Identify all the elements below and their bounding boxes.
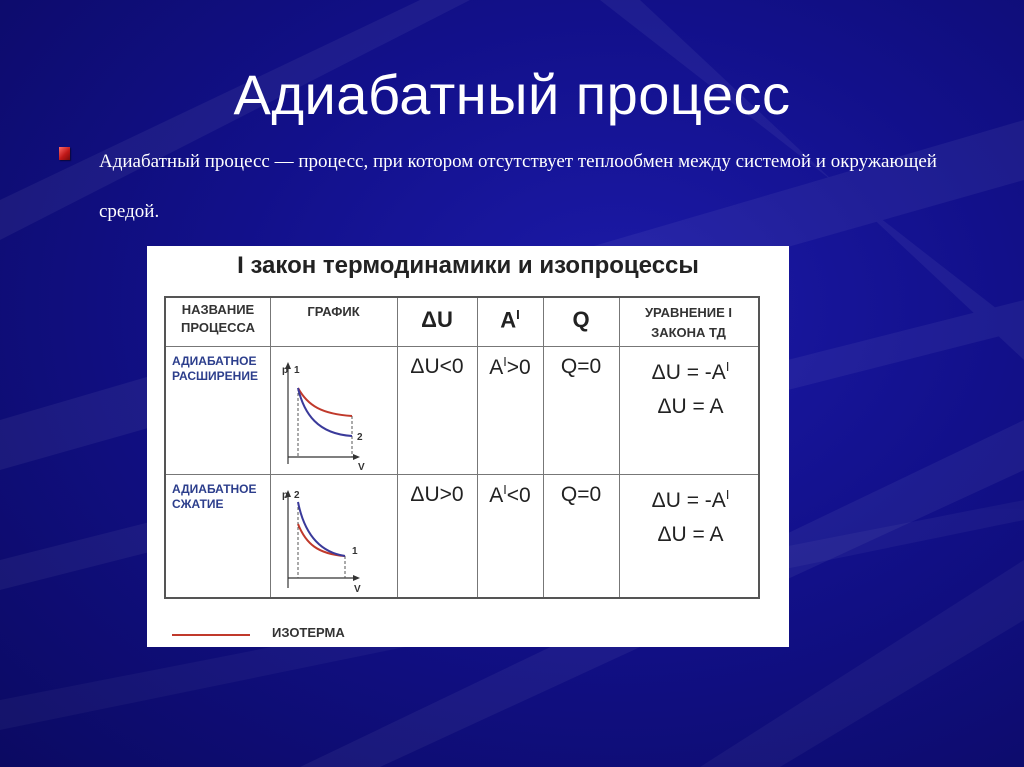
figure-title: I закон термодинамики и изопроцессы [237, 252, 699, 279]
header-du: ΔU [421, 307, 453, 332]
start-point-label: 1 [294, 365, 300, 376]
header-graph: ГРАФИК [307, 304, 360, 319]
p-axis-label: p [282, 365, 289, 376]
row-expansion-eq2: ΔU = A [657, 395, 724, 418]
row-compression-name [172, 482, 268, 512]
row-expansion-q: Q=0 [560, 355, 602, 378]
row-compression-name-line2: СЖАТИЕ [172, 497, 224, 511]
v-axis-label: V [358, 462, 365, 473]
header-equation-line1: УРАВНЕНИЕ I [644, 305, 733, 320]
row-expansion-graph [270, 346, 397, 474]
row-compression-eq1-sup: I [725, 488, 730, 502]
row-compression-q: Q=0 [560, 483, 602, 506]
row-expansion-a-rel: >0 [506, 356, 531, 379]
header-equation-line2: ЗАКОНА ТД [651, 325, 726, 340]
row-compression-eq2: ΔU = A [657, 523, 724, 546]
row-compression-graph [270, 474, 397, 599]
row-compression-a-sup: I [503, 483, 507, 497]
isotherm-legend-line [172, 634, 250, 636]
row-expansion-name-line1: АДИАБАТНОЕ [172, 354, 257, 368]
header-process-line1: НАЗВАНИЕ [181, 302, 255, 317]
row-expansion-du: ΔU<0 [410, 355, 464, 378]
row-expansion-eq1-text: ΔU = -A [651, 361, 726, 384]
end-point-label: 2 [357, 432, 363, 443]
isotherm-curve [298, 524, 345, 556]
bullet-text: Адиабатный процесс — процесс, при котором отсутствует теплообмен между системой и окружающей средой. [99, 151, 937, 222]
p-axis-label: p [282, 490, 289, 501]
header-process [166, 301, 270, 337]
thermodynamics-table-figure [147, 246, 789, 647]
header-q: Q [572, 307, 590, 332]
row-expansion-name [172, 354, 268, 384]
row-expansion-eq1-sup: I [725, 360, 730, 374]
adiabat-curve [298, 502, 345, 556]
header-a-sup: I [516, 307, 520, 322]
bullet-marker [59, 147, 70, 160]
row-compression-a-rel: <0 [506, 484, 531, 507]
header-process-line2: ПРОЦЕССА [181, 320, 255, 335]
row-compression-eq1-text: ΔU = -A [651, 489, 726, 512]
end-point-label: 1 [352, 546, 358, 557]
row-expansion-name-line2: РАСШИРЕНИЕ [172, 369, 258, 383]
row-expansion-a [477, 355, 543, 380]
v-axis-label: V [354, 584, 361, 595]
row-expansion-a-sup: I [503, 355, 507, 369]
v-axis-arrow [353, 454, 360, 460]
row-expansion-a-letter: A [489, 356, 504, 379]
header-a-letter: A [500, 307, 517, 333]
row-compression-a-letter: A [489, 484, 504, 507]
row-compression-eq1 [619, 478, 762, 518]
isotherm-legend-label: ИЗОТЕРМА [272, 625, 345, 640]
row-compression-du: ΔU>0 [410, 483, 464, 506]
process-table [164, 296, 760, 599]
header-equation [619, 303, 758, 343]
row-compression-equation [619, 478, 762, 552]
row-expansion-eq1 [619, 350, 762, 390]
row-expansion-equation [619, 350, 762, 424]
slide-title: Адиабатный процесс [233, 63, 791, 126]
row-compression-name-line1: АДИАБАТНОЕ [172, 482, 257, 496]
header-a [477, 307, 543, 333]
start-point-label: 2 [294, 490, 300, 501]
row-compression-a [477, 483, 543, 508]
v-axis-arrow [353, 575, 360, 581]
isotherm-curve [298, 388, 352, 416]
